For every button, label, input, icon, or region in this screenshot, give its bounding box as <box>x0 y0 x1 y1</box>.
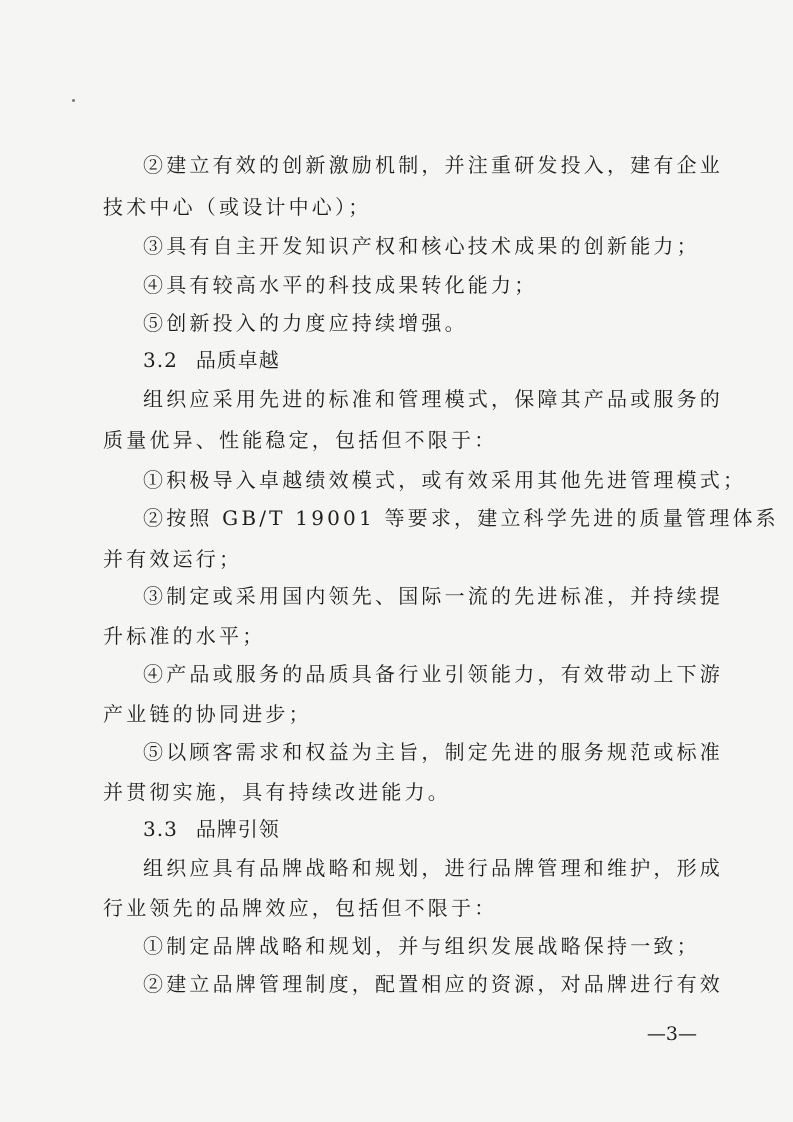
body-line: ③具有自主开发知识产权和核心技术成果的创新能力； <box>143 234 700 258</box>
body-line: 质量优异、性能稳定，包括但不限于： <box>103 428 498 452</box>
section-title: 品牌引领 <box>195 817 280 841</box>
body-line: 产业链的协同进步； <box>103 702 312 726</box>
body-line: 组织应采用先进的标准和管理模式，保障其产品或服务的 <box>143 387 723 411</box>
body-line: ②建立品牌管理制度，配置相应的资源，对品牌进行有效 <box>143 972 723 996</box>
body-line: 技术中心（或设计中心）； <box>103 195 372 219</box>
body-line: ②建立有效的创新激励机制，并注重研发投入，建有企业 <box>143 153 723 177</box>
body-line: 组织应具有品牌战略和规划，进行品牌管理和维护，形成 <box>143 856 723 880</box>
body-line: ⑤创新投入的力度应持续增强。 <box>143 311 468 335</box>
body-line: 行业领先的品牌效应，包括但不限于： <box>103 896 498 920</box>
body-line: ②按照 GB/T 19001 等要求，建立科学先进的质量管理体系 <box>143 506 779 530</box>
body-line: ⑤以顾客需求和权益为主旨，制定先进的服务规范或标准 <box>143 740 723 764</box>
section-number: 3.3 <box>143 817 178 841</box>
body-line: ④产品或服务的品质具备行业引领能力，有效带动上下游 <box>143 662 723 686</box>
section-heading-3-2 <box>143 346 733 374</box>
body-line: 并有效运行； <box>103 547 243 571</box>
body-line: 并贯彻实施，具有持续改进能力。 <box>103 780 451 804</box>
body-line: 升标准的水平； <box>103 624 266 648</box>
section-number: 3.2 <box>143 348 178 372</box>
body-line: ①制定品牌战略和规划，并与组织发展战略保持一致； <box>143 934 700 958</box>
body-line: ③制定或采用国内领先、国际一流的先进标准，并持续提 <box>143 584 723 608</box>
page-number: —3— <box>646 1023 697 1045</box>
section-heading-3-3 <box>143 815 733 843</box>
body-line: ④具有较高水平的科技成果转化能力； <box>143 273 538 297</box>
section-title: 品质卓越 <box>195 348 280 372</box>
body-line: ①积极导入卓越绩效模式，或有效采用其他先进管理模式； <box>143 468 747 492</box>
scan-speck <box>72 99 75 102</box>
